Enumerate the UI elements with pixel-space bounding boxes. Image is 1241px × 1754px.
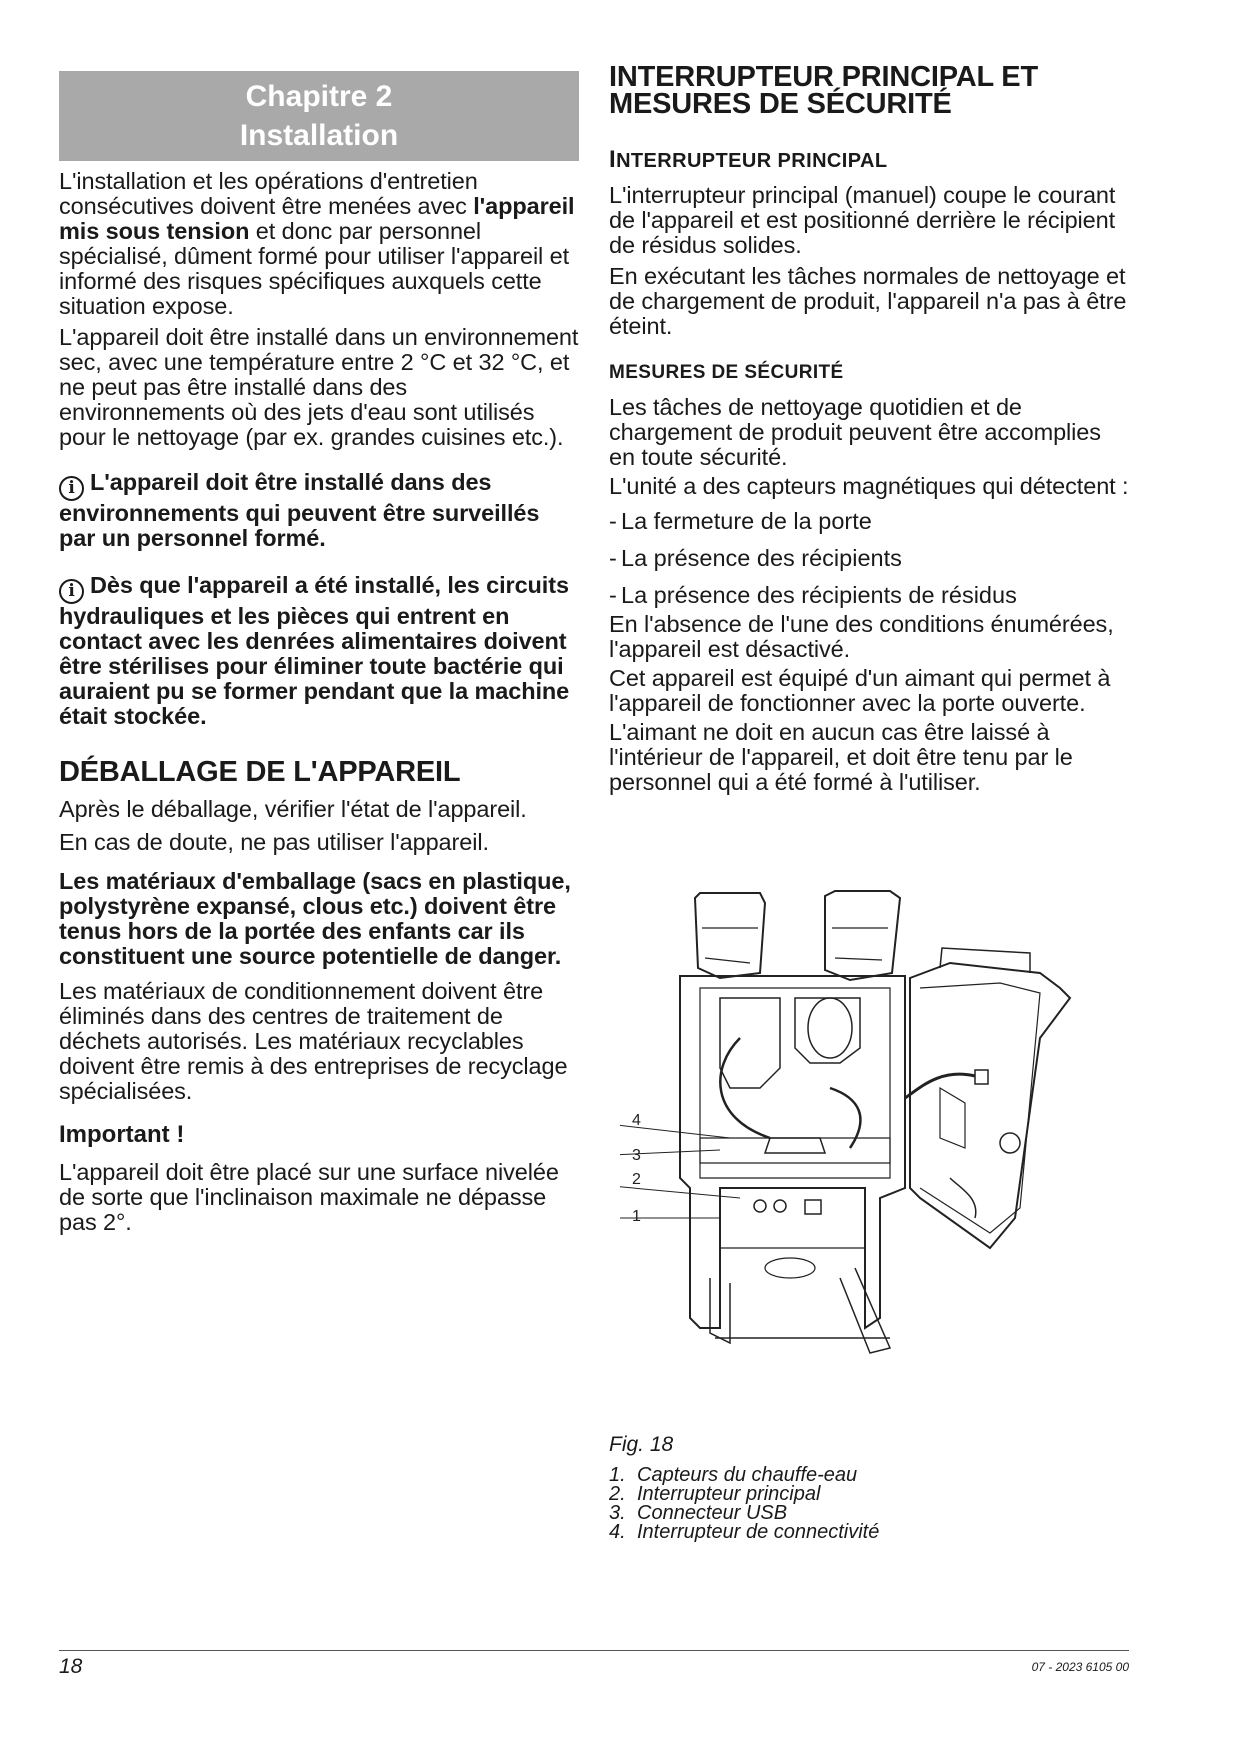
list-item xyxy=(609,509,1129,534)
right-column xyxy=(609,61,1129,795)
unpack-heading: DÉBALLAGE DE L'APPAREIL xyxy=(59,756,461,788)
list-item-text: La présence des récipients de résidus xyxy=(621,582,1017,608)
main-switch-paragraph: L'interrupteur principal (manuel) coupe le courant de l'appareil et est positionné derrière le récipient de résidus solides. xyxy=(609,182,1116,258)
callout-3: 3 xyxy=(632,1147,641,1164)
info-icon: i xyxy=(59,579,84,604)
info-note-supervision-text: L'appareil doit être installé dans des environnements qui peuvent être surveillés par un personnel formé. xyxy=(59,469,540,551)
caption-item-number: 4. xyxy=(609,1521,626,1543)
disposal-paragraph: Les matériaux de conditionnement doivent être éliminés dans des centres de traitement de déchets autorisés. Les matériaux recyclables doivent être remis à des entreprises de recyclage spécialisées. xyxy=(59,978,568,1104)
safety-heading-line2: MESURES DE SÉCURITÉ xyxy=(609,88,952,120)
list-item xyxy=(609,583,1129,608)
caption-item xyxy=(609,1523,879,1542)
list-dash: - xyxy=(609,508,617,534)
list-item-text: La présence des récipients xyxy=(621,545,902,571)
magnet-paragraph: Cet appareil est équipé d'un aimant qui permet à l'appareil de fonctionner avec la porte ouverte. xyxy=(609,665,1111,716)
caption-item-text: Capteurs du chauffe-eau xyxy=(637,1464,858,1486)
no-switch-off-paragraph: En exécutant les tâches normales de nettoyage et de chargement de produit, l'appareil n'a pas à être éteint. xyxy=(609,263,1127,339)
magnet-warning-paragraph: L'aimant ne doit en aucun cas être laissé à l'intérieur de l'appareil, et doit être tenu par le personnel qui a été formé à l'utiliser. xyxy=(609,719,1073,795)
caption-item-text: Connecteur USB xyxy=(637,1502,788,1524)
left-column xyxy=(59,71,579,1235)
caption-item-number: 1. xyxy=(609,1464,626,1486)
unpack-check-text: Après le déballage, vérifier l'état de l'appareil. xyxy=(59,796,527,822)
intro-paragraph xyxy=(59,169,579,319)
vending-machine-drawing xyxy=(620,888,1120,1358)
list-item-text: La fermeture de la porte xyxy=(621,508,872,534)
sensors-paragraph: L'unité a des capteurs magnétiques qui détectent : xyxy=(609,473,1129,499)
document-code: 07 - 2023 6105 00 xyxy=(1031,1660,1129,1674)
deactivation-paragraph: En l'absence de l'une des conditions énumérées, l'appareil est désactivé. xyxy=(609,611,1114,662)
figure-caption xyxy=(609,1435,879,1542)
chapter-number: Chapitre 2 xyxy=(245,80,393,113)
info-note-sterilise-text: Dès que l'appareil a été installé, les circuits hydrauliques et les pièces qui entrent en contact avec les denrées alimentaires doivent être stérilises pour éliminer toute bactérie qui auraient pu se former pendant que la machine était stockée. xyxy=(59,572,570,729)
main-switch-subheading xyxy=(609,148,1129,173)
chapter-title: Installation xyxy=(239,119,399,152)
important-paragraph: L'appareil doit être placé sur une surface nivelée de sorte que l'inclinaison maximale ne dépasse pas 2°. xyxy=(59,1159,559,1235)
footer-divider xyxy=(59,1650,1129,1651)
list-item xyxy=(609,546,1129,571)
info-note-sterilise xyxy=(59,573,579,729)
callout-2: 2 xyxy=(632,1171,641,1188)
environment-paragraph: L'appareil doit être installé dans un environnement sec, avec une température entre 2 °C et 32 °C, et ne peut pas être installé dans des environnements où des jets d'eau sont utilisés pour le nettoyage (par ex. grandes cuisines etc.). xyxy=(59,324,579,450)
intro-text-bold: l'appareil mis sous tension xyxy=(59,193,575,244)
safety-heading-line1: INTERRUPTEUR PRINCIPAL ET xyxy=(609,61,1038,93)
chapter-banner xyxy=(59,71,579,161)
safe-tasks-paragraph: Les tâches de nettoyage quotidien et de chargement de produit peuvent être accomplies en toute sécurité. xyxy=(609,394,1101,470)
machine-illustration xyxy=(620,888,1120,1358)
page-number: 18 xyxy=(59,1655,83,1678)
info-icon: i xyxy=(59,476,84,501)
safety-measures-subheading: MESURES DE SÉCURITÉ xyxy=(609,362,844,383)
important-heading: Important ! xyxy=(59,1121,185,1148)
list-dash: - xyxy=(609,545,617,571)
sensor-list xyxy=(609,509,1129,608)
packaging-warning: Les matériaux d'emballage (sacs en plastique, polystyrène expansé, clous etc.) doivent être tenus hors de la portée des enfants car ils constituent une source potentielle de danger. xyxy=(59,868,571,969)
info-note-supervision xyxy=(59,470,579,551)
caption-item-number: 3. xyxy=(609,1502,626,1524)
main-switch-subheading-cap: I xyxy=(609,146,617,173)
unpack-doubt-text: En cas de doute, ne pas utiliser l'appareil. xyxy=(59,829,489,855)
callout-1: 1 xyxy=(632,1208,641,1225)
intro-text-start: L'installation et les opérations d'entretien consécutives doivent être menées avec xyxy=(59,168,478,219)
list-dash: - xyxy=(609,582,617,608)
caption-item-text: Interrupteur principal xyxy=(637,1483,821,1505)
caption-item-number: 2. xyxy=(609,1483,626,1505)
main-switch-subheading-rest: NTERRUPTEUR PRINCIPAL xyxy=(616,150,888,172)
safety-heading xyxy=(609,61,1129,120)
caption-item-text: Interrupteur de connectivité xyxy=(637,1521,880,1543)
figure-number: Fig. 18 xyxy=(609,1433,674,1456)
intro-text-end: et donc par personnel spécialisé, dûment formé pour utiliser l'appareil et informé des risques spécifiques auxquels cette situation expose. xyxy=(59,218,570,319)
callout-4: 4 xyxy=(632,1112,641,1129)
